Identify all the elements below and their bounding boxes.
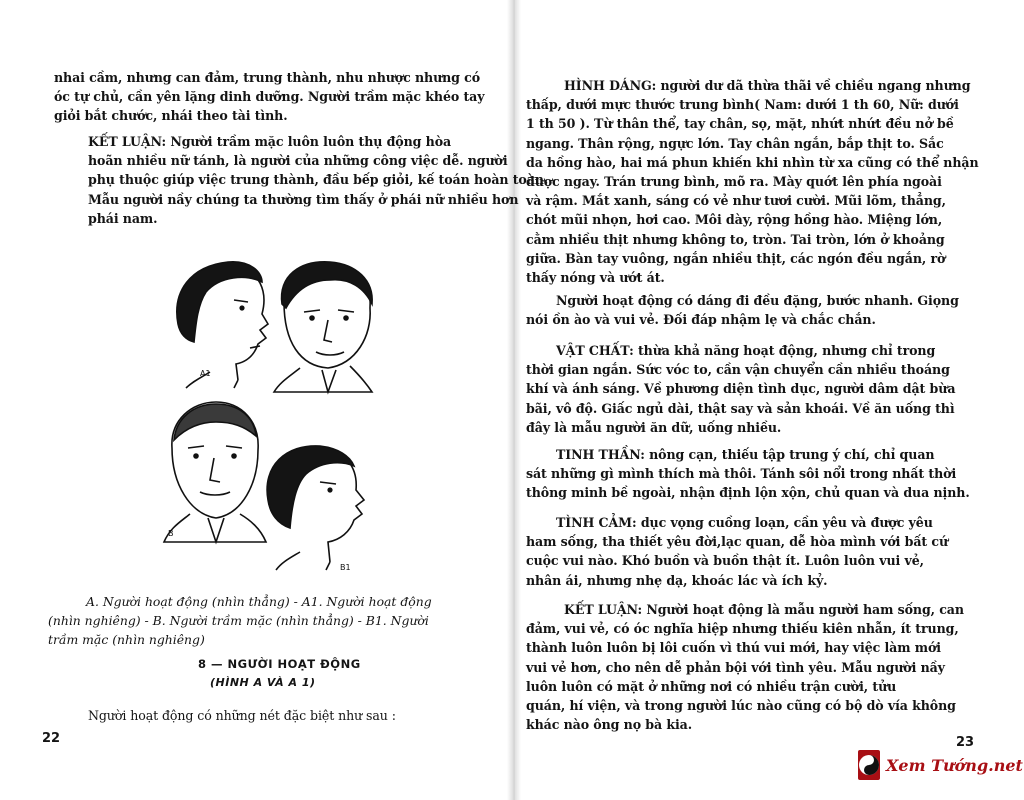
portraits-illustration [150, 252, 390, 582]
paragraph-dang-di: Người hoạt động có dáng đi đều đặng, bước nhanh. Giọng nói ồn ào và vui vẻ. Đối đáp nhậm lẹ và chắc chắn. [526, 293, 959, 328]
site-watermark [858, 745, 1023, 785]
paragraph-conclusion: KẾT LUẬN: Người trầm mặc luôn luôn thụ động hòa hoãn nhiều nữ tánh, là người của những công việc dễ. người phụ thuộc giúp việc trung thành, đầu bếp giỏi, kế toán hoàn toàn. Mẫu người nầy chúng ta thường tìm thấy ở phái nữ nhiều hơn phái nam. [88, 134, 549, 226]
figure-caption: A. Người hoạt động (nhìn thẳng) - A1. Người hoạt động (nhìn nghiêng) - B. Người trầm mặc (nhìn thẳng) - B1. Người trầm mặc (nhìn nghiêng) [48, 594, 432, 647]
paragraph-ket-luan: KẾT LUẬN: Người hoạt động là mẫu người ham sống, can đảm, vui vẻ, có óc nghĩa hiệp nhưng thiếu kiên nhẫn, ít trung, thành luôn luôn bị lôi cuốn vì thú vui mới, hay việc làm mới vui vẻ hơn, cho nên dễ phản bội với tình yêu. Mẫu người nầy luôn luôn có mặt ở những nơi có nhiều trận cười, tửu quán, hí viện, và trong người lúc nào cũng có bộ dò vía không khác nào ông nọ bà kia. [526, 602, 964, 733]
paragraph-continuation: nhai cầm, nhưng can đảm, trung thành, nhu nhược nhưng có óc tự chủ, cần yên lặng dinh dưỡng. Người trầm mặc khéo tay giỏi bắt chước, nhái theo tài tình. [54, 70, 485, 124]
figure-label-b: B [168, 529, 174, 538]
portrait-a1-profile [177, 262, 268, 388]
yin-yang-icon [858, 750, 880, 780]
right-page [514, 0, 1024, 800]
paragraph-tinh-than: TINH THẦN: nông cạn, thiếu tập trung ý chí, chỉ quan sát những gì mình thích mà thôi. Tánh sôi nổi trong nhất thời thông minh bề ngoài, nhận định lộn xộn, chủ quan và dua nịnh. [526, 447, 970, 501]
paragraph-tinh-cam: TÌNH CẢM: dục vọng cuồng loạn, cần yêu và được yêu ham sống, tha thiết yêu đời,lạc quan, dễ hòa mình với bất cứ cuộc vui nào. Khó buồn và buồn thật ít. Luôn luôn vui vẻ, nhân ái, nhưng nhẹ dạ, khoác lác và ích kỷ. [526, 515, 949, 588]
section-title: 8 — NGƯỜI HOẠT ĐỘNG [198, 657, 361, 671]
portrait-b-front [164, 402, 266, 542]
figure-label-b1: B1 [340, 563, 351, 572]
page-number-right: 23 [956, 735, 975, 750]
portrait-b1-profile [267, 446, 364, 570]
section-intro: Người hoạt động có những nét đặc biệt như sau : [88, 708, 396, 723]
page-number-left: 22 [42, 731, 61, 746]
section-subtitle: (HÌNH A VÀ A 1) [210, 676, 316, 689]
figure-label-a1: A1 [200, 369, 211, 378]
paragraph-hinh-dang: HÌNH DÁNG: người dư dã thừa thãi về chiều ngang nhưng thấp, dưới mực thước trung bình( Nam: dưới 1 th 60, Nữ: dưới 1 th 50 ). Từ thân thể, tay chân, sọ, mặt, nhứt nhứt đều nở bề ngang. Thân rộng, ngực lớn. Tay chân ngắn, bắp thịt to. Sắc da hồng hào, hai má phun khiến khi nhìn từ xa cũng có thể nhận được ngay. Trán trung bình, mõ ra. Mày quớt lên phía ngoài và rậm. Mắt xanh, sáng có vẻ như tươi cười. Mũi lõm, thẳng, chót mũi nhọn, hơi cao. Môi dày, rộng hồng hào. Miệng lớn, cằm nhiều thịt nhưng không to, tròn. Tai tròn, lớn ở khoảng giữa. Bàn tay vuông, ngắn nhiều thịt, các ngón đều ngắn, rờ thấy nóng và ướt át. [526, 78, 979, 286]
watermark-text: Xem Tướng.net [886, 755, 1023, 775]
portrait-a-front [274, 262, 372, 392]
paragraph-vat-chat: VẬT CHẤT: thừa khả năng hoạt động, nhưng chỉ trong thời gian ngắn. Sức vóc to, cần vận chuyển cần nhiều thoáng khí và ánh sáng. Về phương diện tình dục, người dâm dật bừa bãi, vô độ. Giấc ngủ dài, thật say và sản khoái. Về ăn uống thì đây là mẫu người ăn dữ, uống nhiều. [526, 343, 956, 435]
